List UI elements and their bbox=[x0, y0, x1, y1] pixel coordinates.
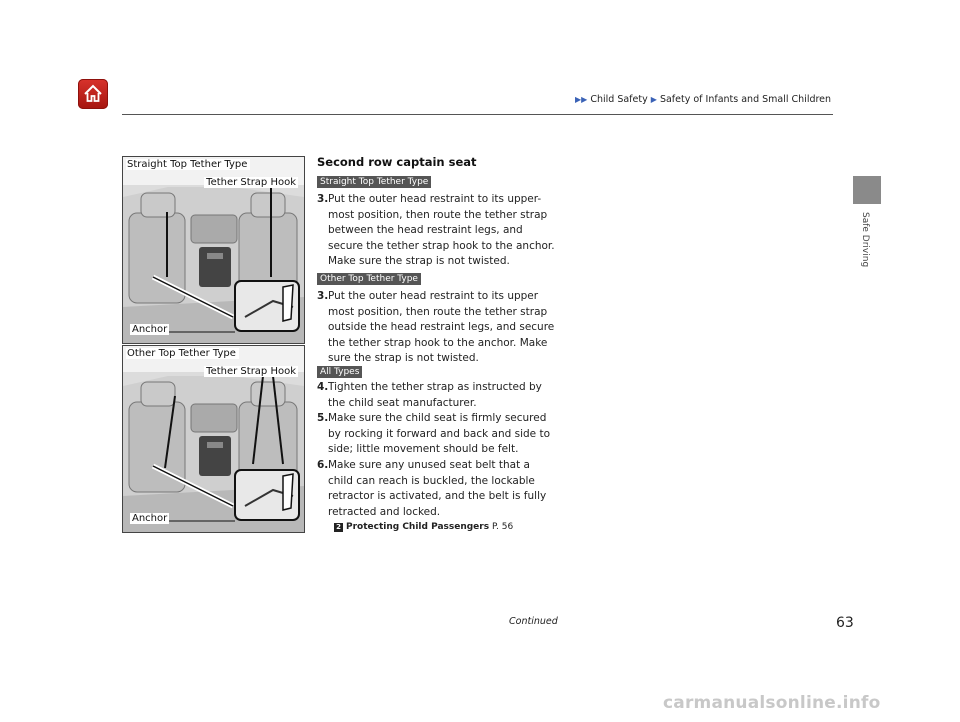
breadcrumb-arrow-icon: ▶▶ bbox=[575, 95, 588, 104]
home-button[interactable] bbox=[78, 79, 108, 109]
breadcrumb bbox=[575, 94, 831, 105]
callout-anchor: Anchor bbox=[132, 324, 168, 335]
step-text: Tighten the tether strap as instructed by the child seat manufacturer. bbox=[328, 381, 542, 409]
callout-tether-strap-hook: Tether Strap Hook bbox=[206, 177, 296, 188]
step-6 bbox=[317, 458, 555, 520]
step-5 bbox=[317, 411, 555, 458]
section-tab-label: Safe Driving bbox=[860, 212, 870, 268]
home-icon bbox=[83, 84, 103, 104]
tag-other-tether: Other Top Tether Type bbox=[317, 273, 421, 285]
step-4 bbox=[317, 380, 555, 411]
page-number: 63 bbox=[836, 615, 854, 631]
step-number: 4. bbox=[317, 381, 329, 393]
figure-title: Straight Top Tether Type bbox=[126, 159, 250, 170]
step-number: 5. bbox=[317, 412, 329, 424]
reference-arrow-icon: 2 bbox=[334, 523, 343, 532]
reference-title: Protecting Child Passengers bbox=[346, 522, 490, 532]
tag-all-types: All Types bbox=[317, 366, 362, 378]
step-3-straight bbox=[317, 192, 555, 270]
step-text: Put the outer head restraint to its upper most position, then route the tether strap outside the head restraint legs, and secure the tether strap hook to the anchor. Make sure the strap is not twisted. bbox=[328, 290, 555, 364]
tag-straight-tether: Straight Top Tether Type bbox=[317, 176, 431, 188]
step-text: Make sure any unused seat belt that a child can reach is buckled, the lockable retractor is activated, and the belt is fully retracted and locked. bbox=[328, 459, 547, 518]
cross-reference-link[interactable] bbox=[334, 522, 513, 532]
step-text: Make sure the child seat is firmly secured by rocking it forward and back and side to side; little movement should be felt. bbox=[328, 412, 550, 455]
step-text: Put the outer head restraint to its upper-most position, then route the tether strap between the head restraint legs, and secure the tether strap hook to the anchor. Make sure the strap is not twisted. bbox=[328, 193, 555, 267]
figure-straight-tether bbox=[122, 156, 305, 344]
section-tab[interactable] bbox=[853, 176, 881, 204]
step-number: 6. bbox=[317, 459, 329, 471]
section-title: Second row captain seat bbox=[317, 155, 477, 169]
step-3-other bbox=[317, 289, 555, 367]
figure-other-tether bbox=[122, 345, 305, 533]
breadcrumb-arrow-icon: ▶ bbox=[650, 95, 657, 104]
continued-label: Continued bbox=[509, 616, 558, 627]
step-number: 3. bbox=[317, 193, 329, 205]
watermark: carmanualsonline.info bbox=[663, 693, 881, 713]
figure-title: Other Top Tether Type bbox=[126, 348, 239, 359]
breadcrumb-link-child-safety[interactable]: Child Safety bbox=[590, 94, 648, 105]
breadcrumb-current: Safety of Infants and Small Children bbox=[659, 94, 832, 105]
callout-anchor: Anchor bbox=[132, 513, 168, 524]
header-divider bbox=[122, 114, 833, 115]
reference-page: P. 56 bbox=[491, 522, 514, 532]
step-number: 3. bbox=[317, 290, 329, 302]
callout-tether-strap-hook: Tether Strap Hook bbox=[206, 366, 296, 377]
